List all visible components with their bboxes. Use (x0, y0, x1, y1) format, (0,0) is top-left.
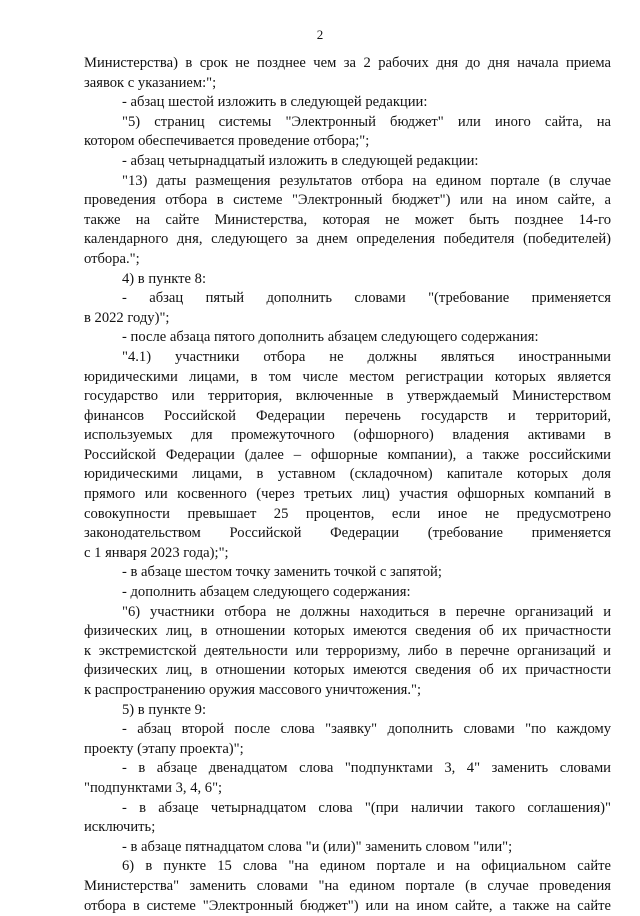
text-line: проекту (этапу проекта)"; (84, 740, 244, 757)
text-line: 5) в пункте 9: (122, 701, 207, 718)
document-body (84, 54, 611, 916)
text-line: котором обеспечивается проведение отбора;"; (84, 133, 370, 150)
text-line: к распространению оружия массового уничтожения."; (84, 682, 422, 698)
text-line: государство или территория, включенные в утверждаемый Министерством (84, 388, 611, 405)
text-line: 4) в пункте 8: (122, 270, 207, 287)
text-line: - после абзаца пятого дополнить абзацем следующего содержания: (122, 329, 539, 346)
text-line: "6) участники отбора не должны находиться в перечне организаций и (122, 603, 611, 620)
text-line: физических лиц, в отношении которых имеются сведения об их причастности (84, 662, 611, 679)
text-line: с 1 января 2023 года);"; (84, 544, 229, 561)
text-line: 6) в пункте 15 слова "на едином портале и на официальном сайте (122, 858, 611, 875)
text-line: физических лиц, в отношении которых имеются сведения об их причастности (84, 623, 611, 640)
text-line: Российской Федерации (далее – офшорные компании), а также российскими (84, 446, 611, 463)
text-line: календарного дня, следующего за днем определения победителя (победителей) (84, 231, 611, 248)
text-line: "13) даты размещения результатов отбора на едином портале (в случае (122, 172, 611, 189)
text-line: - абзац второй после слова "заявку" дополнить словами "по каждому (122, 721, 611, 738)
text-line: Министерства" заменить словами "на едином портале (в случае проведения (84, 877, 611, 894)
text-line: отбора."; (84, 250, 140, 267)
text-line: Министерства) в срок не позднее чем за 2 рабочих дня до дня начала приема (84, 55, 611, 71)
text-line: - в абзаце шестом точку заменить точкой с запятой; (122, 564, 442, 581)
text-line: - в абзаце двенадцатом слова "подпунктами 3, 4" заменить словами (122, 760, 611, 777)
text-line: "подпунктами 3, 4, 6"; (84, 779, 223, 796)
text-line: - в абзаце пятнадцатом слова "и (или)" заменить словом "или"; (122, 838, 513, 855)
text-line: финансов Российской Федерации перечень государств и территорий, (84, 407, 611, 424)
text-line: используемых для промежуточного (офшорного) владения активами в (84, 427, 611, 444)
text-line: в 2022 году)"; (84, 309, 170, 326)
text-line: - абзац шестой изложить в следующей редакции: (122, 94, 428, 111)
text-line: законодательством Российской Федерации (требование применяется (84, 525, 611, 542)
text-line: к экстремистской деятельности или терроризму, либо в перечне организаций и (84, 642, 611, 659)
page-number: 2 (316, 27, 324, 42)
text-line: также на сайте Министерства, которая не может быть позднее 14-го (84, 211, 611, 228)
text-line: - в абзаце четырнадцатом слова "(при наличии такого соглашения)" (122, 799, 611, 816)
text-line: заявок с указанием:"; (84, 74, 217, 91)
text-line: "5) страниц системы "Электронный бюджет" или иного сайта, на (122, 113, 611, 130)
text-line: - дополнить абзацем следующего содержания: (122, 584, 411, 601)
text-line: - абзац пятый дополнить словами "(требование применяется (122, 290, 611, 307)
text-line: "4.1) участники отбора не должны являться иностранными (122, 348, 611, 365)
text-line: юридическими лицами, в том числе местом регистрации которых является (84, 368, 611, 385)
text-line: проведения отбора в системе "Электронный бюджет") или на ином сайте, а (84, 192, 611, 209)
text-line: - абзац четырнадцатый изложить в следующей редакции: (122, 152, 479, 169)
text-line: совокупности превышает 25 процентов, если иное не предусмотрено (84, 505, 611, 522)
text-line: исключить; (84, 819, 156, 836)
text-line: прямого или косвенного (через третьих лиц) участия офшорных компаний в (84, 486, 611, 503)
text-line: юридическими лицами, в уставном (складочном) капитале которых доля (84, 466, 611, 483)
text-line: отбора в системе "Электронный бюджет") или на ином сайте, а также на сайте (84, 897, 611, 914)
